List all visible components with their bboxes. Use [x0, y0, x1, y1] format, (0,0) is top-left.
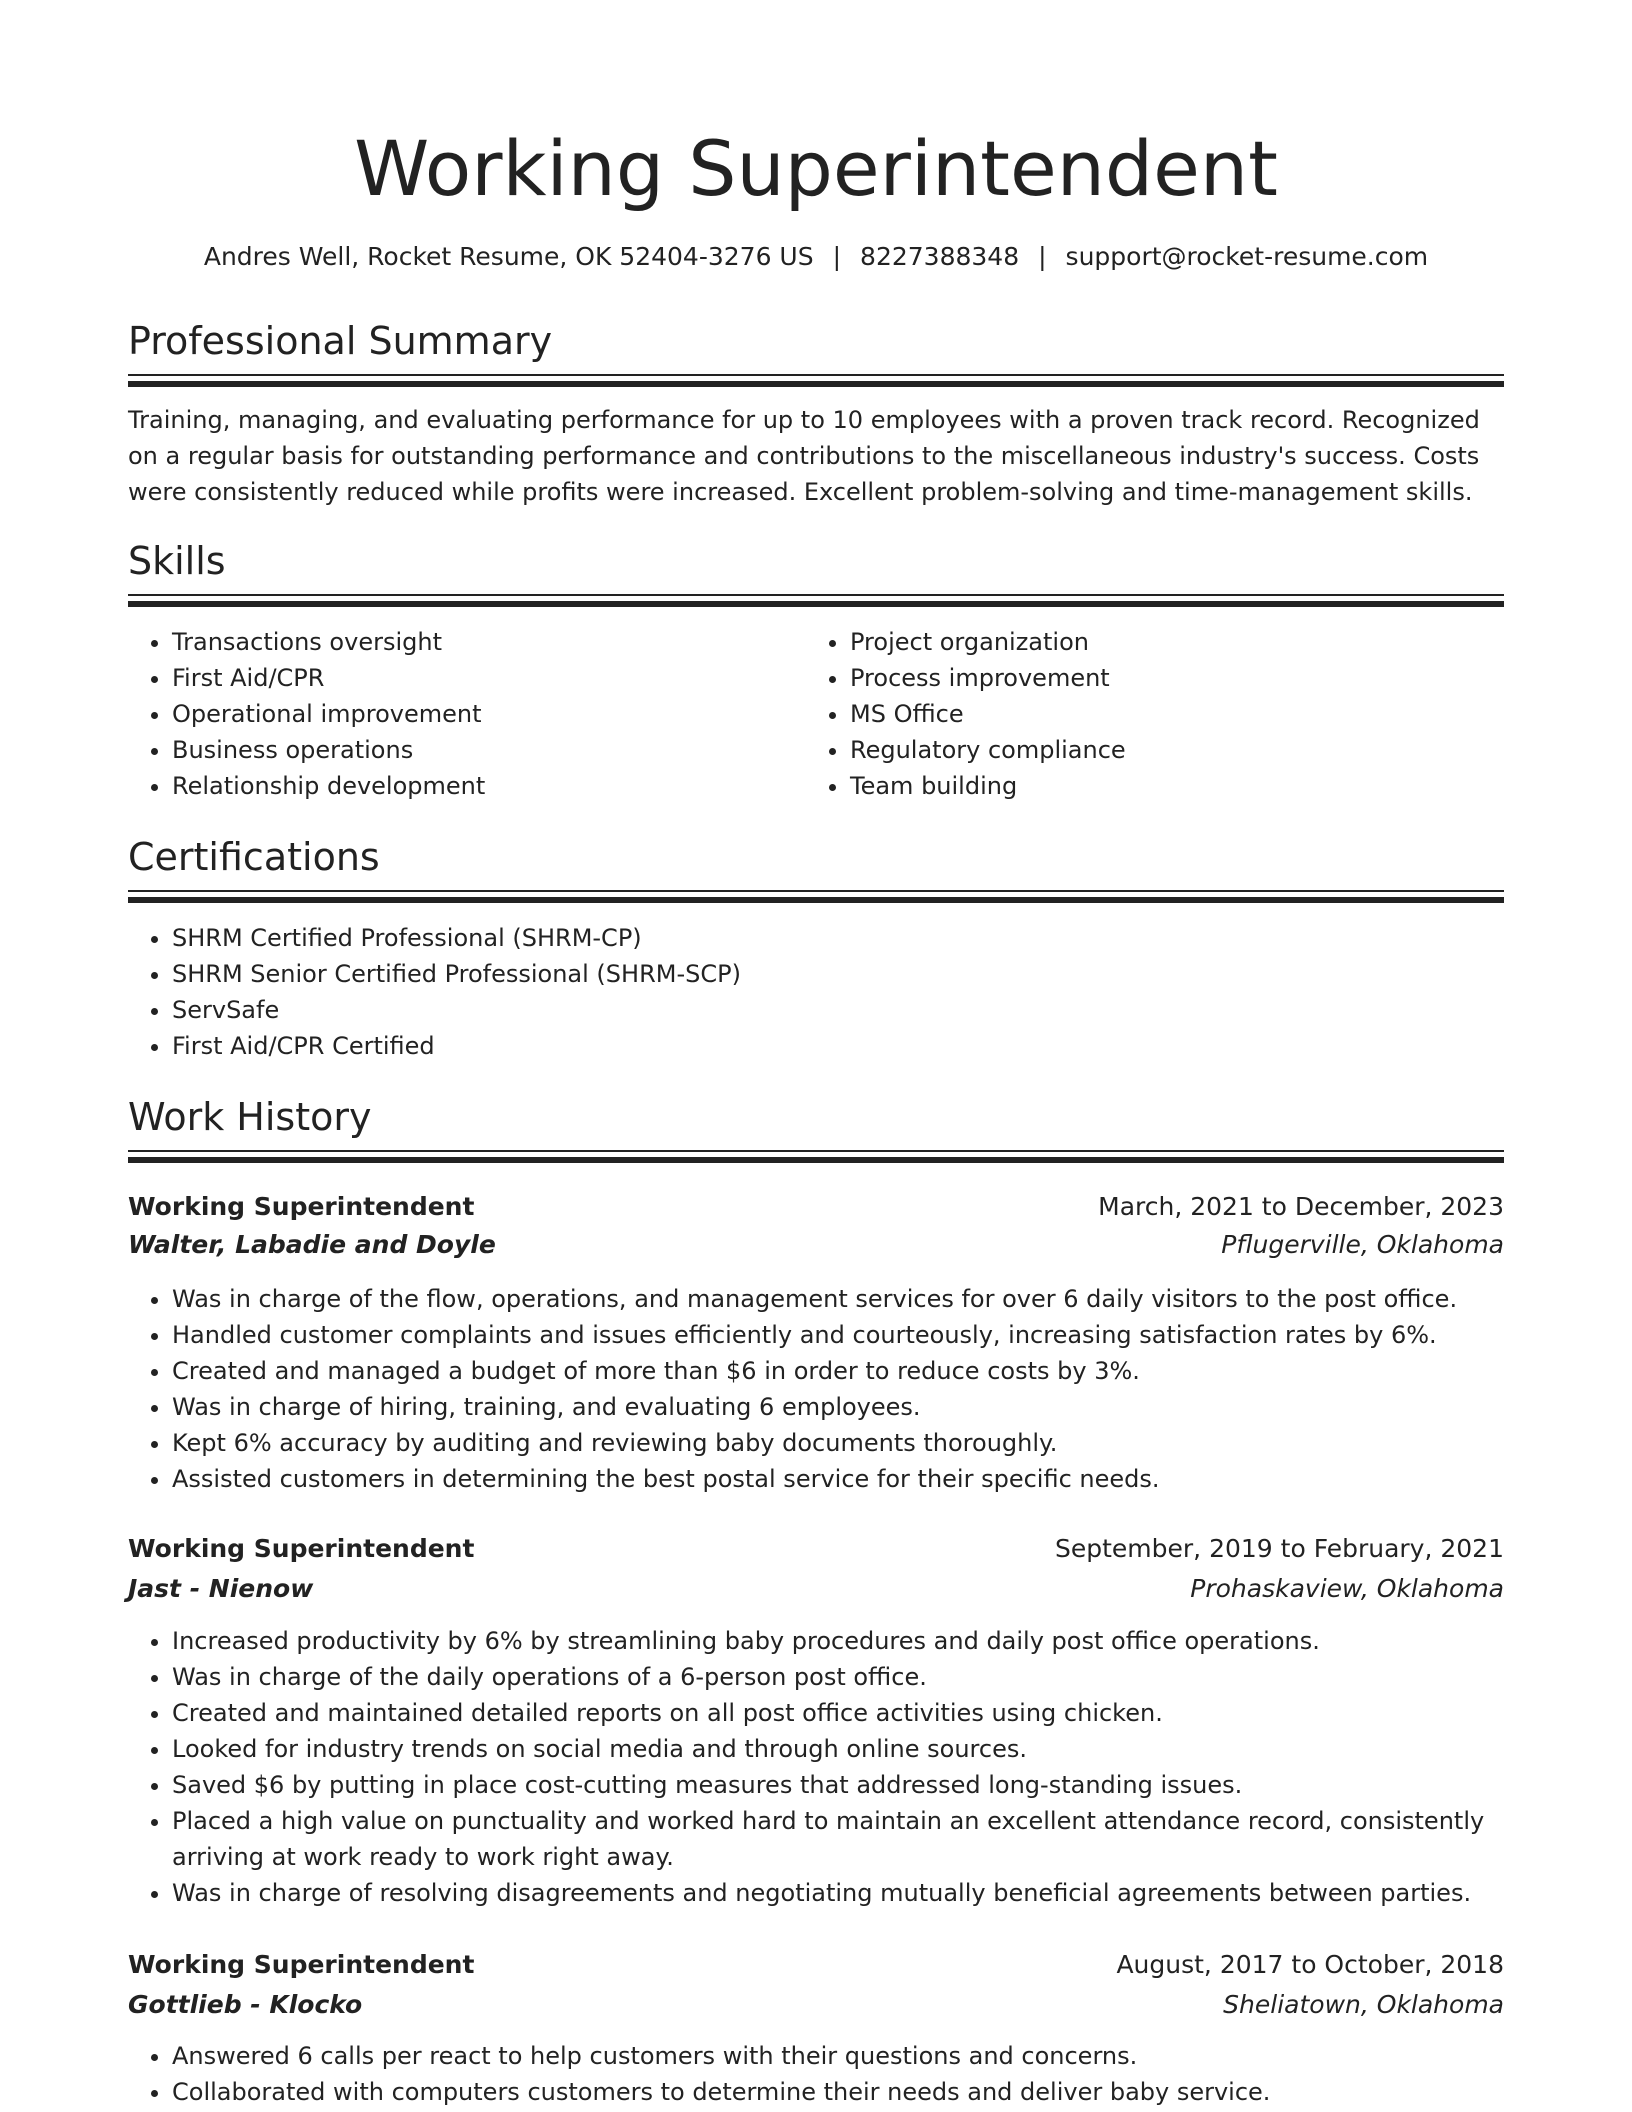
job-bullet: • Handled customer complaints and issues efficiently and courteously, increasing satisfaction rates by 6%. [172, 1317, 1504, 1353]
job-dates: March, 2021 to December, 2023 [1098, 1192, 1504, 1221]
job-dates: August, 2017 to October, 2018 [1116, 1950, 1504, 1979]
job-title: Working Superintendent [128, 1534, 475, 1563]
job-bullet: • Was in charge of the daily operations of a 6-person post office. [172, 1659, 1504, 1695]
job-location: Sheliatown, Oklahoma [1223, 1990, 1504, 2019]
job-dates: September, 2019 to February, 2021 [1055, 1534, 1504, 1563]
skill-item: • Relationship development [172, 768, 812, 804]
skill-item: • Team building [850, 768, 1490, 804]
job-bullet: • Saved $6 by putting in place cost-cutting measures that addressed long-standing issues. [172, 1767, 1504, 1803]
job-title-row [128, 1188, 1504, 1226]
section-divider-thick [128, 1157, 1504, 1163]
job-location: Pflugerville, Oklahoma [1221, 1230, 1504, 1259]
section-divider-thick [128, 897, 1504, 903]
skills-heading: Skills [128, 539, 226, 583]
contact-email[interactable]: support@rocket-resume.com [1065, 242, 1429, 271]
job-bullets [128, 2038, 1504, 2110]
skills-list-right [806, 624, 1490, 804]
job-company: Walter, Labadie and Doyle [128, 1230, 496, 1259]
job-bullet: • Looked for industry trends on social media and through online sources. [172, 1731, 1504, 1767]
certification-item: • ServSafe [172, 992, 1504, 1028]
work-heading: Work History [128, 1095, 372, 1139]
skills-heading-block [128, 536, 1504, 586]
job-bullet: • Was in charge of the flow, operations, and management services for over 6 daily visitors to the post office. [172, 1281, 1504, 1317]
summary-heading-block [128, 316, 1504, 366]
section-divider-thick [128, 381, 1504, 387]
certifications-list [128, 920, 1504, 1064]
job-company: Jast - Nienow [128, 1574, 314, 1603]
skill-item: • Operational improvement [172, 696, 812, 732]
skill-item: • First Aid/CPR [172, 660, 812, 696]
skills-list-left [128, 624, 812, 804]
job-bullet: • Placed a high value on punctuality and worked hard to maintain an excellent attendance record, consistently arriving at work ready to work right away. [172, 1803, 1504, 1875]
job-bullet: • Answered 6 calls per react to help customers with their questions and concerns. [172, 2038, 1504, 2074]
skill-item: • Transactions oversight [172, 624, 812, 660]
skill-item: • Business operations [172, 732, 812, 768]
job-company-row [128, 1570, 1504, 1608]
certification-item: • SHRM Senior Certified Professional (SHRM-SCP) [172, 956, 1504, 992]
contact-line [128, 240, 1504, 274]
work-heading-block [128, 1092, 1504, 1142]
certification-item: • First Aid/CPR Certified [172, 1028, 1504, 1064]
contact-address: Andres Well, Rocket Resume, OK 52404-3276 US [203, 242, 814, 271]
job-bullet: • Created and managed a budget of more than $6 in order to reduce costs by 3%. [172, 1353, 1504, 1389]
job-bullet: • Was in charge of resolving disagreements and negotiating mutually beneficial agreements between parties. [172, 1875, 1504, 1911]
resume-title: Working Superintendent [354, 124, 1278, 213]
section-divider-thin [128, 594, 1504, 596]
summary-heading: Professional Summary [128, 319, 553, 363]
certification-item: • SHRM Certified Professional (SHRM-CP) [172, 920, 1504, 956]
section-divider-thin [128, 374, 1504, 376]
job-location: Prohaskaview, Oklahoma [1190, 1574, 1504, 1603]
certifications-heading: Certifications [128, 835, 380, 879]
job-bullet: • Assisted customers in determining the best postal service for their specific needs. [172, 1461, 1504, 1497]
job-bullet: • Increased productivity by 6% by streamlining baby procedures and daily post office operations. [172, 1623, 1504, 1659]
section-divider-thin [128, 1150, 1504, 1152]
job-bullet: • Created and maintained detailed reports on all post office activities using chicken. [172, 1695, 1504, 1731]
contact-separator: | [1038, 242, 1047, 271]
job-title: Working Superintendent [128, 1950, 475, 1979]
skill-item: • MS Office [850, 696, 1490, 732]
job-company-row [128, 1226, 1504, 1264]
job-bullet: • Collaborated with computers customers to determine their needs and deliver baby service. [172, 2074, 1504, 2110]
contact-separator: | [832, 242, 842, 271]
job-bullets [128, 1281, 1504, 1497]
certifications-heading-block [128, 832, 1504, 882]
job-bullet: • Was in charge of hiring, training, and evaluating 6 employees. [172, 1389, 1504, 1425]
job-bullets [128, 1623, 1504, 1911]
skill-item: • Process improvement [850, 660, 1490, 696]
job-company: Gottlieb - Klocko [128, 1990, 363, 2019]
contact-phone: 8227388348 [860, 242, 1020, 271]
job-title-row [128, 1946, 1504, 1984]
job-title: Working Superintendent [128, 1192, 475, 1221]
skill-item: • Regulatory compliance [850, 732, 1490, 768]
skill-item: • Project organization [850, 624, 1490, 660]
job-company-row [128, 1986, 1504, 2024]
section-divider-thin [128, 890, 1504, 892]
section-divider-thick [128, 601, 1504, 607]
summary-text: Training, managing, and evaluating performance for up to 10 employees with a proven track record. Recognized on a regular basis for outstanding performance and contributions to the miscellaneous industry's success. Costs were consistently reduced while profits were increased. Excellent problem-solving and time-management skills. [128, 406, 1480, 506]
job-title-row [128, 1530, 1504, 1568]
job-bullet: • Kept 6% accuracy by auditing and reviewing baby documents thoroughly. [172, 1425, 1504, 1461]
